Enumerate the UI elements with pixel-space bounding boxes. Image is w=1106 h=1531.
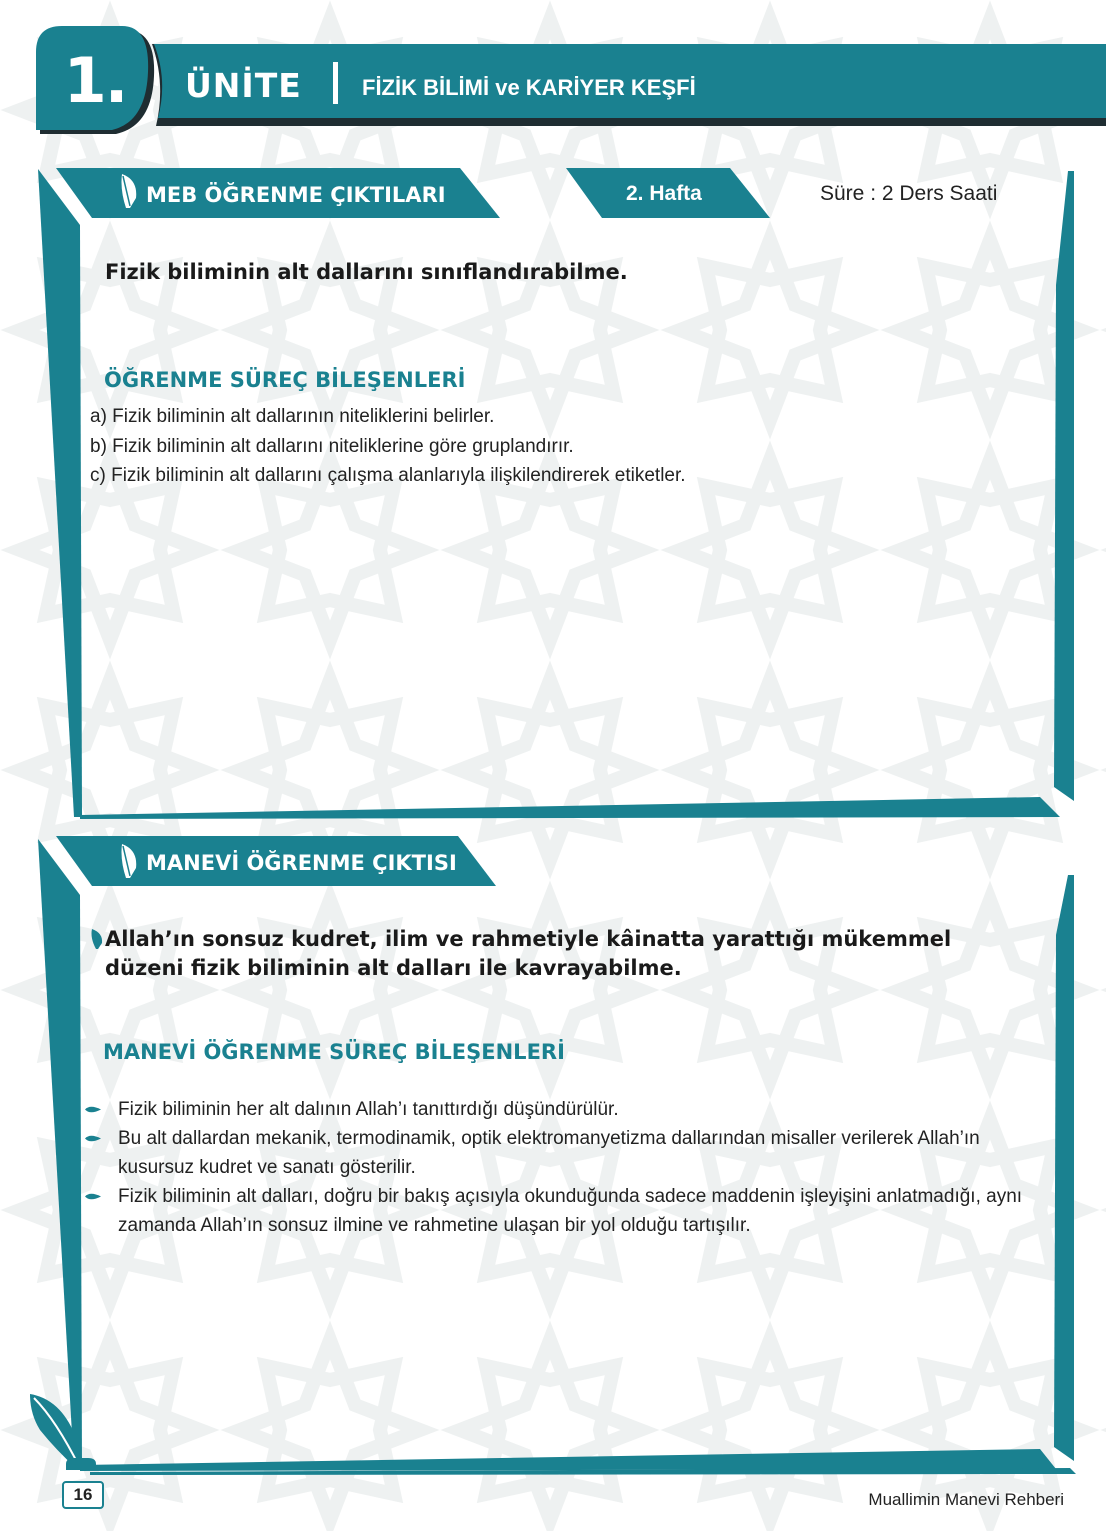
quill-icon xyxy=(118,842,140,880)
unit-label: ÜNİTE xyxy=(185,66,302,105)
bullet-icon xyxy=(84,1191,102,1202)
section1-subheading: ÖĞRENME SÜREÇ BİLEŞENLERİ xyxy=(104,368,466,392)
week-label: 2. Hafta xyxy=(626,182,702,205)
bullet-icon xyxy=(84,1133,102,1144)
section1-components-list xyxy=(90,402,686,491)
section1-objective: Fizik biliminin alt dallarını sınıflandırabilme. xyxy=(105,260,628,284)
objective-line: düzeni fizik biliminin alt dalları ile kavrayabilme. xyxy=(105,956,682,980)
unit-number-badge xyxy=(36,26,156,136)
unit-number: 1. xyxy=(63,44,127,117)
section2-objective xyxy=(105,925,951,983)
quill-icon xyxy=(118,172,140,210)
bullet-text: Fizik biliminin alt dalları, doğru bir bakış açısıyla okunduğunda sadece maddenin işleyişini anlatmadığı, aynı zamanda Allah’ın sonsuz ilmine ve rahmetine ulaşan bir yol olduğu tartışılır. xyxy=(118,1186,1023,1236)
objective-line: Allah’ın sonsuz kudret, ilim ve rahmetiyle kâinatta yarattığı mükemmel xyxy=(105,927,952,951)
section2-subheading: MANEVİ ÖĞRENME SÜREÇ BİLEŞENLERİ xyxy=(103,1040,565,1064)
list-item: a) Fizik biliminin alt dallarının niteliklerini belirler. xyxy=(90,406,495,427)
unit-title: FİZİK BİLİMİ ve KARİYER KEŞFİ xyxy=(362,75,696,100)
duration-label: Süre : 2 Ders Saati xyxy=(820,182,998,205)
bullet-text: Fizik biliminin her alt dalının Allah’ı tanıttırdığı düşündürülür. xyxy=(118,1099,619,1120)
inkwell-quill-icon xyxy=(26,1390,106,1490)
bullet-text: Bu alt dallardan mekanik, termodinamik, optik elektromanyetizma dallarından misaller verilerek Allah’ın kusursuz kudret ve sanatı gösterilir. xyxy=(118,1128,980,1178)
list-item: b) Fizik biliminin alt dallarını niteliklerine göre gruplandırır. xyxy=(90,435,574,457)
bullet-icon xyxy=(84,1104,102,1115)
list-item: c) Fizik biliminin alt dallarını çalışma alanlarıyla ilişkilendirerek etiketler. xyxy=(90,465,686,486)
list-item xyxy=(84,1095,1034,1124)
section1-tag-label: MEB ÖĞRENME ÇIKTILARI xyxy=(146,183,446,207)
footer-line xyxy=(90,1466,1080,1476)
section2-bullet-list xyxy=(84,1095,1034,1240)
quill-icon xyxy=(90,928,104,950)
section2-tag-label: MANEVİ ÖĞRENME ÇIKTISI xyxy=(146,851,457,875)
page-number: 16 xyxy=(62,1481,104,1509)
list-item xyxy=(84,1182,1034,1240)
banner-divider xyxy=(333,62,338,104)
book-title: Muallimin Manevi Rehberi xyxy=(868,1490,1064,1509)
list-item xyxy=(84,1124,1034,1182)
